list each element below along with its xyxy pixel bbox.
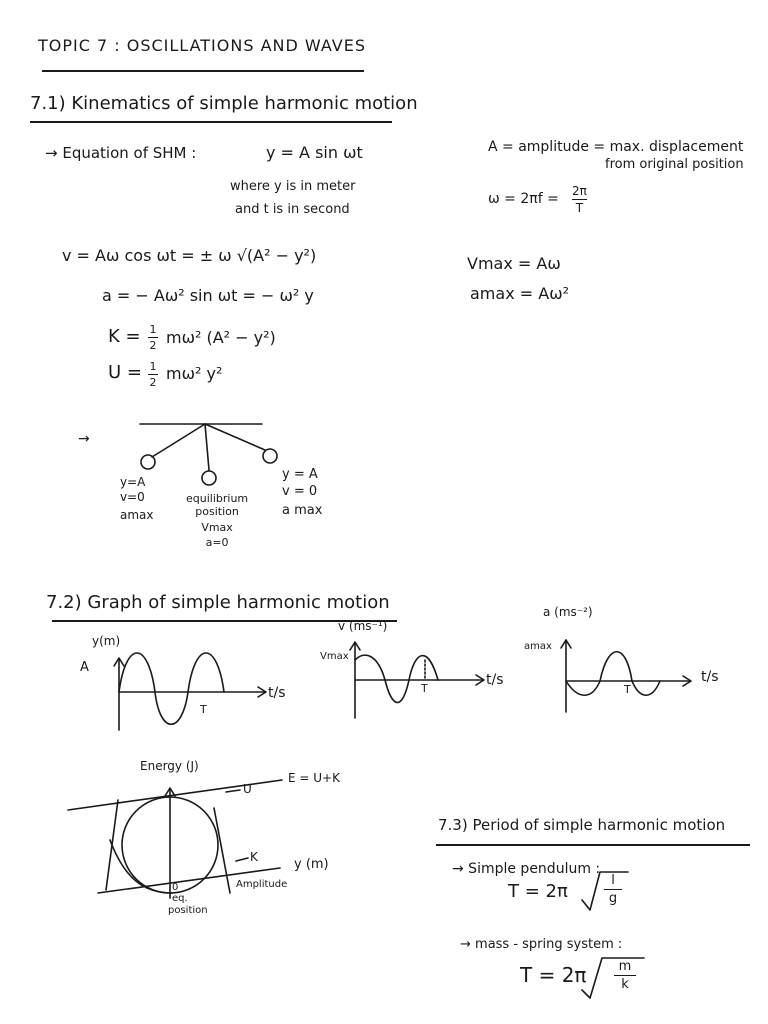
energy-origin: 0 bbox=[172, 882, 179, 893]
acceleration-equation: a = − Aω² sin ωt = − ω² y bbox=[102, 286, 314, 305]
amplitude-definition-2: from original position bbox=[605, 157, 744, 172]
graph3-amax: amax bbox=[524, 641, 552, 652]
pe-half-fraction: 1 2 bbox=[149, 360, 157, 390]
omega-numerator: 2π bbox=[572, 184, 587, 198]
section-heading-7-3: 7.3) Period of simple harmonic motion bbox=[438, 816, 726, 834]
shm-equation: y = A sin ωt bbox=[266, 143, 363, 162]
graph1-ylabel: y(m) bbox=[92, 634, 121, 648]
ke-half-fraction: 1 2 bbox=[149, 323, 157, 353]
shm-equation-label: → Equation of SHM : bbox=[45, 144, 197, 162]
kinetic-energy-rhs: mω² (A² − y²) bbox=[166, 328, 276, 347]
energy-eq-label: eq. bbox=[172, 893, 188, 904]
graph1-xlabel: t/s bbox=[268, 685, 286, 701]
omega-formula: ω = 2πf = bbox=[488, 191, 559, 207]
velocity-equation: v = Aω cos ωt = ± ω √(A² − y²) bbox=[62, 246, 317, 265]
spring-label: → mass - spring system : bbox=[460, 937, 623, 952]
left-position-label: y=A v=0 amax bbox=[120, 475, 154, 522]
graph1-period: T bbox=[200, 703, 207, 716]
section-heading-7-1: 7.1) Kinematics of simple harmonic motion bbox=[30, 93, 418, 114]
energy-k-label: K bbox=[250, 850, 258, 864]
section-heading-7-2: 7.2) Graph of simple harmonic motion bbox=[46, 592, 390, 613]
energy-total-label: E = U+K bbox=[288, 771, 340, 785]
vmax-formula: Vmax = Aω bbox=[467, 254, 561, 273]
graph2-vmax: Vmax bbox=[320, 651, 349, 662]
spring-fraction: m k bbox=[614, 960, 636, 991]
amax-formula: amax = Aω² bbox=[470, 284, 569, 303]
graph3-ylabel: a (ms⁻²) bbox=[543, 605, 593, 619]
graph3-period: T bbox=[624, 683, 631, 696]
energy-xlabel: y (m) bbox=[294, 857, 329, 872]
where-line-1: where y is in meter bbox=[230, 179, 356, 194]
where-line-2: and t is in second bbox=[235, 202, 350, 217]
graph2-period: T bbox=[421, 682, 428, 695]
page-title: TOPIC 7 : OSCILLATIONS AND WAVES bbox=[38, 36, 366, 55]
pendulum-fraction: l g bbox=[604, 874, 622, 905]
graph2-xlabel: t/s bbox=[486, 672, 504, 688]
energy-amplitude-label: Amplitude bbox=[236, 879, 288, 890]
equilibrium-label: equilibrium position Vmax a=0 bbox=[186, 492, 249, 549]
omega-denominator: T bbox=[575, 201, 584, 216]
graph2-ylabel: v (ms⁻¹) bbox=[338, 619, 388, 633]
spring-period-lhs: T = 2π bbox=[520, 963, 587, 987]
kinetic-energy-lhs: K = bbox=[108, 326, 141, 347]
graph1-amplitude: A bbox=[80, 660, 89, 675]
graph3-xlabel: t/s bbox=[701, 669, 719, 685]
right-position-label: y = A v = 0 a max bbox=[282, 467, 323, 518]
energy-ylabel: Energy (J) bbox=[140, 759, 199, 773]
potential-energy-lhs: U = bbox=[108, 362, 142, 383]
pendulum-label: → Simple pendulum : bbox=[452, 861, 601, 877]
energy-position-label: position bbox=[168, 905, 208, 916]
energy-u-label: U bbox=[243, 782, 252, 796]
pendulum-period-lhs: T = 2π bbox=[508, 881, 568, 902]
pendulum-arrow: → bbox=[78, 431, 90, 447]
potential-energy-rhs: mω² y² bbox=[166, 364, 223, 383]
amplitude-definition: A = amplitude = max. displacement bbox=[488, 139, 744, 155]
